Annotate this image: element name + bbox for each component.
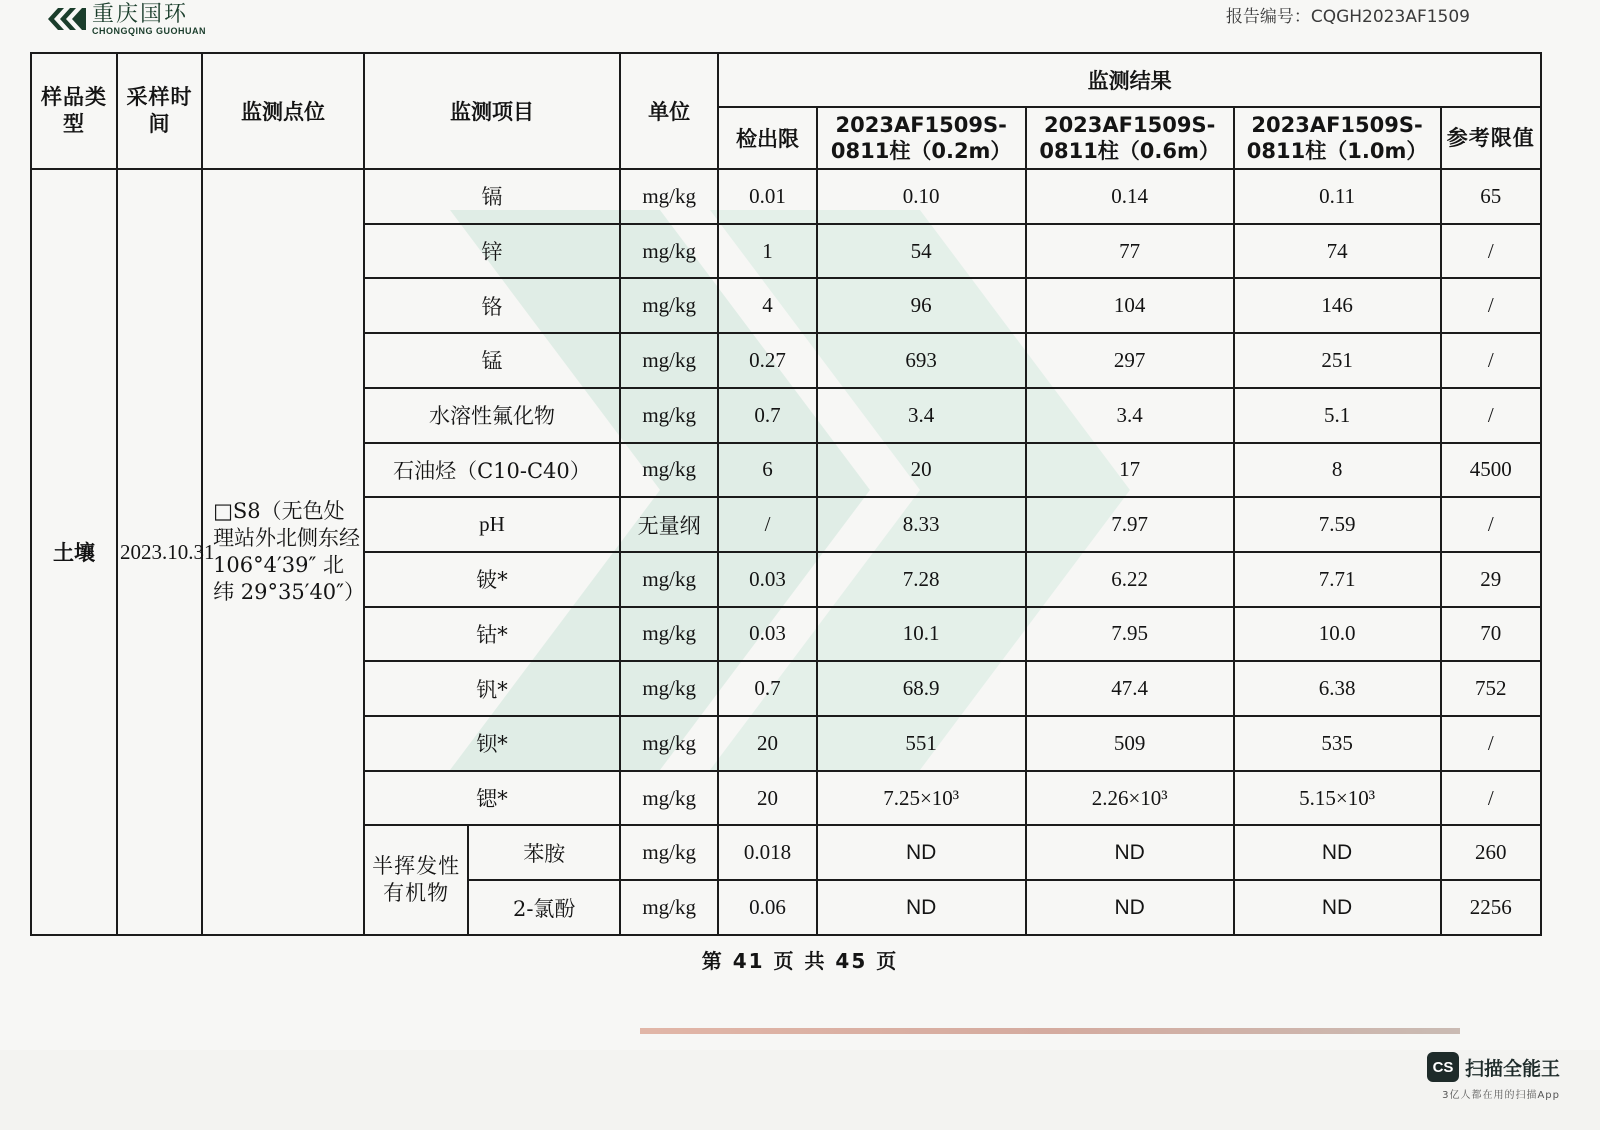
value-cell: 0.10 [817, 169, 1026, 224]
value-cell: ND [1234, 825, 1441, 880]
table-row [31, 169, 1541, 224]
value-cell: 3.4 [1026, 388, 1234, 443]
value-cell: 535 [1234, 716, 1441, 771]
limit-cell: 0.018 [718, 825, 816, 880]
item-cell: 锶* [364, 771, 620, 826]
reference-cell: / [1441, 333, 1541, 388]
reference-cell: 752 [1441, 661, 1541, 716]
value-cell: 7.71 [1234, 552, 1441, 607]
svoc-group-cell: 半挥发性有机物 [364, 825, 468, 935]
value-cell: 10.1 [817, 607, 1026, 662]
item-cell: 铍* [364, 552, 620, 607]
limit-cell: 0.03 [718, 607, 816, 662]
limit-cell: 20 [718, 771, 816, 826]
value-cell: 6.38 [1234, 661, 1441, 716]
item-cell: 钴* [364, 607, 620, 662]
value-cell: 96 [817, 278, 1026, 333]
header-sample-time: 采样时间 [117, 53, 202, 169]
unit-cell: mg/kg [620, 607, 718, 662]
header-detection-limit: 检出限 [718, 107, 816, 169]
scanner-app-name: 扫描全能王 [1464, 1057, 1560, 1080]
limit-cell: 0.7 [718, 661, 816, 716]
unit-cell: mg/kg [620, 771, 718, 826]
value-cell: 8 [1234, 443, 1441, 498]
limit-cell: 0.03 [718, 552, 816, 607]
value-cell: 74 [1234, 224, 1441, 279]
unit-cell: mg/kg [620, 880, 718, 935]
value-cell: ND [1234, 880, 1441, 935]
limit-cell: 4 [718, 278, 816, 333]
monitoring-results-table [30, 52, 1542, 936]
value-cell: 509 [1026, 716, 1234, 771]
reference-cell: / [1441, 497, 1541, 552]
scanner-slogan: 3亿人都在用的扫描App [1442, 1090, 1560, 1101]
value-cell: 146 [1234, 278, 1441, 333]
limit-cell: 1 [718, 224, 816, 279]
value-cell: 0.14 [1026, 169, 1234, 224]
report-number: 报告编号：CQGH2023AF1509 [1225, 7, 1470, 27]
value-cell: 8.33 [817, 497, 1026, 552]
limit-cell: 0.06 [718, 880, 816, 935]
reference-cell: 260 [1441, 825, 1541, 880]
company-logo [46, 4, 206, 37]
header-reference-limit: 参考限值 [1441, 107, 1541, 169]
value-cell: 0.11 [1234, 169, 1441, 224]
logo-english-name: CHONGQING GUOHUAN [92, 26, 206, 36]
reference-cell: 70 [1441, 607, 1541, 662]
value-cell: ND [1026, 880, 1234, 935]
header-sample-0-6m: 2023AF1509S-0811柱（0.6m） [1026, 107, 1234, 169]
value-cell: 251 [1234, 333, 1441, 388]
item-cell: 2-氯酚 [468, 880, 620, 935]
limit-cell: 0.7 [718, 388, 816, 443]
unit-cell: mg/kg [620, 388, 718, 443]
value-cell: 6.22 [1026, 552, 1234, 607]
reference-cell: 4500 [1441, 443, 1541, 498]
value-cell: ND [1026, 825, 1234, 880]
value-cell: 3.4 [817, 388, 1026, 443]
item-cell: 锌 [364, 224, 620, 279]
unit-cell: mg/kg [620, 224, 718, 279]
value-cell: 104 [1026, 278, 1234, 333]
value-cell: 77 [1026, 224, 1234, 279]
item-cell: 苯胺 [468, 825, 620, 880]
item-cell: 铬 [364, 278, 620, 333]
value-cell: 54 [817, 224, 1026, 279]
limit-cell: / [718, 497, 816, 552]
value-cell: 5.1 [1234, 388, 1441, 443]
unit-cell: mg/kg [620, 169, 718, 224]
value-cell: 693 [817, 333, 1026, 388]
reference-cell: / [1441, 771, 1541, 826]
location-cell: □S8（无色处理站外北侧东经106°4′39″ 北纬 29°35′40″） [202, 169, 364, 935]
header-sample-type: 样品类型 [31, 53, 117, 169]
unit-cell: mg/kg [620, 825, 718, 880]
value-cell: 7.95 [1026, 607, 1234, 662]
value-cell: 68.9 [817, 661, 1026, 716]
header-item: 监测项目 [364, 53, 620, 169]
item-cell: 锰 [364, 333, 620, 388]
item-cell: 石油烃（C10-C40） [364, 443, 620, 498]
item-cell: 水溶性氟化物 [364, 388, 620, 443]
header-results: 监测结果 [718, 53, 1541, 107]
header-location: 监测点位 [202, 53, 364, 169]
limit-cell: 0.27 [718, 333, 816, 388]
page-number: 第 41 页 共 45 页 [701, 949, 899, 973]
item-cell: 钒* [364, 661, 620, 716]
item-cell: 镉 [364, 169, 620, 224]
stamp-edge [640, 1028, 1460, 1034]
unit-cell: mg/kg [620, 333, 718, 388]
value-cell: 20 [817, 443, 1026, 498]
guohuan-logo-icon [46, 4, 86, 34]
unit-cell: mg/kg [620, 443, 718, 498]
limit-cell: 0.01 [718, 169, 816, 224]
item-cell: 钡* [364, 716, 620, 771]
value-cell: 47.4 [1026, 661, 1234, 716]
sample-time-cell: 2023.10.31 [117, 169, 202, 935]
sample-type-cell: 土壤 [31, 169, 117, 935]
value-cell: 297 [1026, 333, 1234, 388]
reference-cell: / [1441, 388, 1541, 443]
limit-cell: 20 [718, 716, 816, 771]
unit-cell: mg/kg [620, 661, 718, 716]
header-unit: 单位 [620, 53, 718, 169]
item-cell: pH [364, 497, 620, 552]
reference-cell: / [1441, 224, 1541, 279]
header-sample-1-0m: 2023AF1509S-0811柱（1.0m） [1234, 107, 1441, 169]
value-cell: 7.97 [1026, 497, 1234, 552]
value-cell: 10.0 [1234, 607, 1441, 662]
value-cell: 7.28 [817, 552, 1026, 607]
value-cell: 2.26×10³ [1026, 771, 1234, 826]
value-cell: 551 [817, 716, 1026, 771]
reference-cell: 29 [1441, 552, 1541, 607]
value-cell: 5.15×10³ [1234, 771, 1441, 826]
value-cell: ND [817, 880, 1026, 935]
logo-chinese-name: 重庆国环 [92, 2, 189, 27]
reference-cell: / [1441, 716, 1541, 771]
reference-cell: 2256 [1441, 880, 1541, 935]
value-cell: ND [817, 825, 1026, 880]
header-sample-0-2m: 2023AF1509S-0811柱（0.2m） [817, 107, 1026, 169]
camscanner-icon: CS [1427, 1052, 1459, 1082]
value-cell: 7.25×10³ [817, 771, 1026, 826]
unit-cell: mg/kg [620, 552, 718, 607]
value-cell: 7.59 [1234, 497, 1441, 552]
unit-cell: mg/kg [620, 278, 718, 333]
scanner-watermark [1427, 1052, 1560, 1101]
reference-cell: 65 [1441, 169, 1541, 224]
unit-cell: mg/kg [620, 716, 718, 771]
unit-cell: 无量纲 [620, 497, 718, 552]
limit-cell: 6 [718, 443, 816, 498]
value-cell: 17 [1026, 443, 1234, 498]
reference-cell: / [1441, 278, 1541, 333]
